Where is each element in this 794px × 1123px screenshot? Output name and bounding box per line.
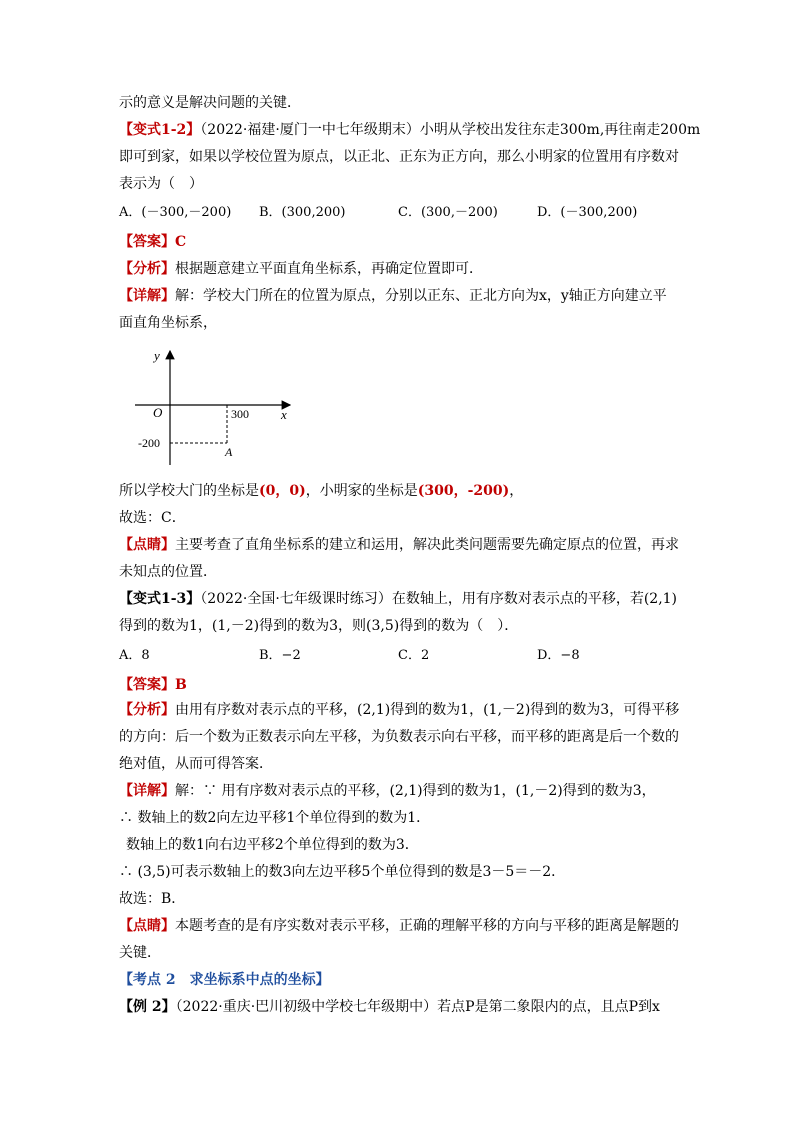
comment-line [119, 535, 679, 555]
option-d: D．(－300,200) [537, 205, 638, 220]
comment-line [119, 916, 679, 936]
option-d: D．−8 [537, 648, 580, 663]
answer-line [119, 675, 187, 695]
question-text: （2022·全国·七年级课时练习）在数轴上，用有序数对表示点的平移，若(2,1) [200, 591, 678, 607]
option-c: C．2 [398, 648, 430, 663]
comment-text: 未知点的位置． [119, 564, 217, 580]
solution-text: 解：∵ 用有序数对表示点的平移，(2,1)得到的数为1，(1,－2)得到的数为3， [175, 783, 656, 799]
solution-tag: 【详解】 [119, 288, 175, 304]
solution-text: 面直角坐标系， [119, 315, 217, 331]
analysis-line [119, 700, 679, 720]
option-b: B．(300,200) [259, 205, 346, 220]
example-2-question [119, 997, 660, 1017]
conclusion-line [119, 481, 523, 501]
option-a: A．8 [119, 648, 150, 663]
solution-text: ∴ 数轴上的数2向左边平移1个单位得到的数为1． [119, 810, 431, 826]
option-c: C．(300,－200) [398, 205, 498, 220]
answer-line [119, 232, 186, 252]
x-axis-label: x [281, 407, 287, 422]
analysis-text: 由用有序数对表示点的平移，(2,1)得到的数为1，(1,－2)得到的数为3，可得平移 [175, 702, 680, 718]
conclusion-text: 所以学校大门的坐标是 [119, 483, 259, 499]
school-coordinate: (0，0) [259, 483, 306, 499]
option-b: B．−2 [259, 648, 301, 663]
analysis-text: 绝对值，从而可得答案． [119, 756, 273, 772]
question-text: 表示为（ ） [119, 176, 203, 192]
origin-label: O [153, 405, 163, 420]
comment-tag: 【点睛】 [119, 537, 175, 553]
solution-line [119, 286, 667, 306]
solution-text: 解：学校大门所在的位置为原点，分别以正东、正北方向为x，y轴正方向建立平 [175, 288, 667, 304]
x-tick-label: 300 [231, 407, 249, 421]
analysis-text: 的方向：后一个数为正数表示向左平移，为负数表示向右平移，而平移的距离是后一个数的 [119, 729, 679, 745]
answer-tag: 【答案】 [119, 234, 175, 250]
choice-line: 故选：C． [119, 510, 186, 526]
comment-text: 主要考查了直角坐标系的建立和运用，解决此类问题需要先确定原点的位置，再求 [175, 537, 679, 553]
comment-text: 关键． [119, 945, 161, 961]
y-axis-label: y [154, 348, 160, 363]
question-text: 即可到家，如果以学校位置为原点，以正北、正东为正方向，那么小明家的位置用有序数对 [119, 149, 679, 165]
option-a: A．(－300,－200) [119, 205, 232, 220]
example-tag: 【例 2】 [119, 999, 176, 1015]
question-text: （2022·重庆·巴川初级中学校七年级期中）若点P是第二象限内的点，且点P到x [175, 999, 660, 1015]
coordinate-diagram [130, 343, 305, 471]
answer-value: B [175, 677, 187, 693]
home-coordinate: (300，-200) [417, 483, 510, 499]
y-tick-label: -200 [138, 436, 160, 450]
analysis-text: 根据题意建立平面直角坐标系，再确定位置即可． [175, 261, 483, 277]
conclusion-text: ， [509, 483, 524, 499]
analysis-line [119, 259, 483, 279]
analysis-tag: 【分析】 [119, 702, 175, 718]
question-text: 得到的数为1，(1,－2)得到的数为3，则(3,5)得到的数为（ ）． [119, 618, 519, 634]
analysis-tag: 【分析】 [119, 261, 175, 277]
solution-text: ∴ (3,5)可表示数轴上的数3向左边平移5个单位得到的数是3－5＝－2． [119, 864, 566, 880]
solution-tag: 【详解】 [119, 783, 175, 799]
variant-tag: 【变式1-3】 [119, 591, 201, 607]
text-line: 示的意义是解决问题的关键． [119, 95, 301, 111]
solution-line [119, 781, 656, 801]
choice-line: 故选：B． [119, 891, 186, 907]
section-heading: 【考点 2 求坐标系中点的坐标】 [119, 972, 330, 988]
answer-tag: 【答案】 [119, 677, 175, 693]
answer-value: C [175, 234, 187, 250]
variant-1-2-question [119, 120, 700, 140]
comment-text: 本题考查的是有序实数对表示平移，正确的理解平移的方向与平移的距离是解题的 [175, 918, 679, 934]
variant-1-3-question [119, 589, 677, 609]
point-a-label: A [225, 445, 233, 459]
solution-text: 数轴上的数1向右边平移2个单位得到的数为3． [126, 837, 419, 853]
question-text: （2022·福建·厦门一中七年级期末）小明从学校出发往东走300m,再往南走200m [200, 122, 701, 138]
conclusion-text: ，小明家的坐标是 [305, 483, 418, 499]
variant-tag: 【变式1-2】 [119, 122, 201, 138]
comment-tag: 【点睛】 [119, 918, 175, 934]
